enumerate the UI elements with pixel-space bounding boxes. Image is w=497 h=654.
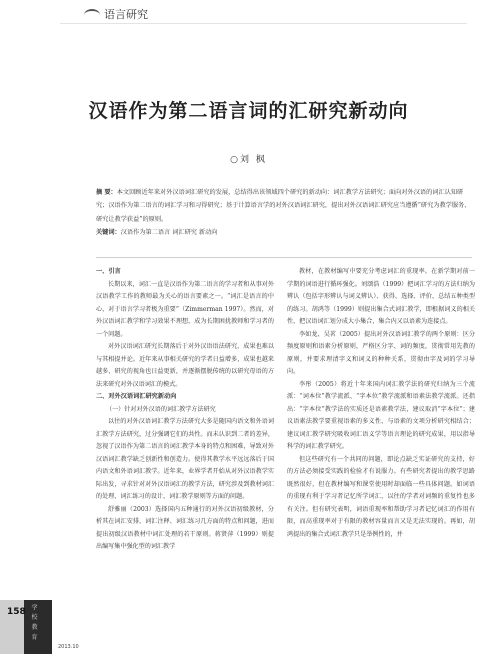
- abstract-text: 本文回顾近年来对外汉语词汇研究的发展，总结得出该领域四个研究的新动向：词汇教学方法研究；面向对外汉语的词汇认知研究；汉语作为第二语言的词汇学习和习得研究；基于计算语言学的对外汉语词汇研究，提出对外汉语词汇研究应当遵循“研究为教学服务、研究让教学获益”的原则。: [96, 189, 471, 223]
- paragraph: 对外汉语词汇研究长期落后于对外汉语语法研究，成果也难以与其相提并论。近年来从事相关研究的学者日益增多，成果也越来越多，研究的视角也日益更新，并逐渐摆脱传统的以研究母语的方法来研究对外汉语词汇的模式。: [96, 343, 274, 388]
- section-heading: 一、引言: [96, 268, 121, 275]
- keywords-label: 关键词：: [96, 228, 121, 236]
- abstract-divider: [96, 257, 472, 258]
- abstract-block: [96, 186, 472, 239]
- page-number: 158: [7, 607, 26, 617]
- section-side-label: 学 校 教 育: [30, 604, 37, 641]
- body-column-right: [287, 266, 475, 541]
- section-heading: 二、对外汉语词汇研究新动向: [96, 393, 177, 400]
- paragraph: 以往的对外汉语词汇教学方法研究大多是随国内语文和外语词汇教学方法研究，过分强调它们的共性。而未认识到二者的差异，忽视了汉语作为第二语言的词汇教学本身的特点和困难，导致对外汉语词汇教学缺乏创新性和创造力。使得其教学水平远远落后于国内语文和外语词汇教学。近年来，业界学者开始从对外汉语教学实际出发，寻求针对对外汉语词汇的教学方法，研究涉及到教材词汇的处理、词汇练习的设计、词汇教学原则等方面的问题。: [96, 418, 274, 500]
- article-title: 汉语作为第二语言词的汇研究新动向: [88, 100, 409, 122]
- logo-text: 语言研究: [104, 8, 148, 21]
- paragraph: 但这些研究有一个共同的问题，即论点缺乏实证研究的支持，好的方法必须接受实践的检验才有说服力。有些研究者提出的教学思路既然很好，但在教材编写和课堂使用时却面临一些具体问题。如词语的重现有利于学习者记忆所学词汇，以往的学者对词频的重复性也多有关注。但有研究表明，词语重现率和帮助学习者记忆词汇的作用有限，而高重现率对于有限的教材容量而言又是无法实现的。再如，胡鸿提出的集合式词汇教学只是举例性的，并: [287, 455, 475, 538]
- paragraph: 长期以来，词汇一直是汉语作为第二语言的学习者和从事对外汉语教学工作的教师最为关心的语言要素之一。“词汇是语言的中心，对于语言学习者极为重要”（Zimmerman 1997）。然而，对外汉语词汇教学和学习效果不理想，成为长期困扰教师和学习者的一个问题。: [96, 280, 274, 338]
- body-column-left: [96, 266, 274, 554]
- journal-logo: [84, 6, 148, 22]
- keywords-text: 汉语作为第二语言 词汇研究 新动向: [120, 228, 218, 236]
- paragraph: 舒雅丽（2003）选择国内五种通行的对外汉语初级教材，分析其在词汇安排、词汇注释、词汇练习几方面的特点和问题，进而提出初级汉语教材中词汇处理的若干原则。蒋贤萍（1999）则提出编写集中强化型的词汇教学: [96, 505, 274, 550]
- abstract-label: 摘 要：: [96, 189, 117, 196]
- issue-date: 2013.10: [58, 644, 79, 650]
- header-divider: [60, 23, 467, 24]
- paragraph: 教材，在教材编写中要充分考虑词汇的重现率。在新学期对前一学期的词语进行循环强化。刘颂浩（1999）把词汇学习的方法归纳为辨认（包括字形辨认与词义辨认）、获得、选择、评价、总结五种类型的练习。胡鸿等（1999）则提出集合式词汇教学，即根据词义的相关性，把汉语词汇划分成大小集合，集合内又以语素为连接点。: [287, 268, 475, 325]
- section-heading: （一）针对对外汉语的词汇教学方法研究: [106, 405, 216, 413]
- paragraph: 李如龙、吴茗（2005）提出对外汉语词汇教学的两个原则：区分频度原则和语素分析原则，严格区分字、词的频度，贯彻常用先教的原则，并要求理清字义和词义的种种关系，贯彻由字及词的学习导向。: [287, 330, 475, 375]
- abstract: [96, 186, 472, 226]
- keywords: [96, 226, 472, 239]
- paragraph: 李彤（2005）将近十年来国内词汇教学法的研究归纳为三个流派：“词本位”教学流派、“字本位”教学流派和语素法教学流派。还指出：“字本位”教学法的实质还是语素教学法，建议取消“字本位”；建议语素法教学要重视语素的多义性、与语素的文项分析研究相结合；建议词汇教学研究吸收词汇语义学等语言理论的研究成果，用以指导科学的词汇教学研究。: [287, 380, 475, 450]
- logo-swirl-icon: [84, 9, 100, 21]
- article-author: ○刘 枫: [230, 155, 267, 165]
